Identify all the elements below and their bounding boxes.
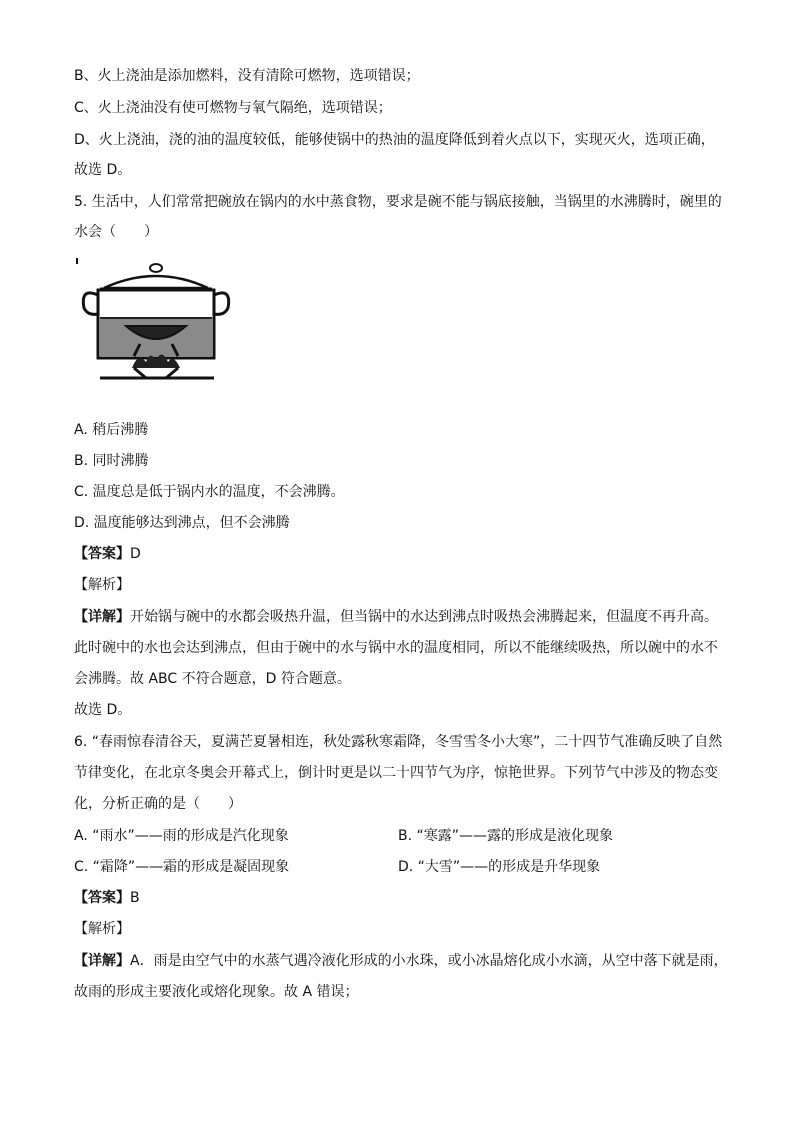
q6-answer [74, 888, 140, 908]
q6-stem-line-3: 化，分析正确的是（ ） [74, 796, 242, 812]
q5-detail-line-3: 会沸腾。故 ABC 不符合题意，D 符合题意。 [74, 671, 351, 687]
prev-option-c-explanation: C、火上浇油没有使可燃物与氧气隔绝，选项错误； [74, 100, 392, 116]
q5-stem-line-2: 水会（ ） [74, 224, 158, 240]
q5-detail-line-2: 此时碗中的水也会达到沸点，但由于碗中的水与锅中水的温度相同，所以不能继续吸热，所以碗中的水不 [74, 640, 718, 656]
q6-analysis-label: 【解析】 [74, 921, 130, 937]
q6-detail-line-1 [74, 951, 728, 971]
q6-detail-text-1: A．雨是由空气中的水蒸气遇冷液化形成的小水珠，或小冰晶熔化成小水滴，从空中落下就是雨， [130, 953, 728, 969]
q5-stem-line-1: 5. 生活中，人们常常把碗放在锅内的水中蒸食物，要求是碗不能与锅底接触，当锅里的水沸腾时，碗里的 [74, 194, 722, 210]
prev-option-b-explanation: B、火上浇油是添加燃料，没有清除可燃物，选项错误； [74, 68, 420, 84]
q5-detail-label: 【详解】 [74, 609, 130, 625]
q6-answer-label: 【答案】 [74, 890, 130, 906]
q6-stem-line-2: 节律变化，在北京冬奥会开幕式上，倒计时更是以二十四节气为序，惊艳世界。下列节气中涉及的物态变 [74, 765, 718, 781]
q6-detail-label: 【详解】 [74, 953, 130, 969]
q5-option-c: C. 温度总是低于锅内水的温度，不会沸腾。 [74, 484, 345, 500]
q5-answer-value: D [130, 546, 141, 562]
q6-answer-value: B [130, 890, 140, 906]
q6-option-a: A. “雨水”——雨的形成是汽化现象 [74, 828, 289, 844]
q5-detail-text-1: 开始锅与碗中的水都会吸热升温，但当锅中的水达到沸点时吸热会沸腾起来，但温度不再升高。 [130, 609, 718, 625]
q5-answer [74, 544, 141, 564]
prev-option-d-explanation: D、火上浇油，浇的油的温度较低，能够使锅中的热油的温度降低到着火点以下，实现灭火，选项正确， [74, 132, 715, 148]
prev-conclusion: 故选 D。 [74, 162, 132, 178]
q6-option-b: B. “寒露”——露的形成是液化现象 [398, 828, 614, 844]
steamer-pot-figure [74, 256, 234, 396]
q6-option-c: C. “霜降”——霜的形成是凝固现象 [74, 859, 290, 875]
q6-stem-line-1: 6. “春雨惊春清谷天，夏满芒夏暑相连，秋处露秋寒霜降，冬雪雪冬小大寒”，二十四节气准确反映了自然 [74, 734, 723, 750]
q5-conclusion: 故选 D。 [74, 702, 132, 718]
q6-detail-line-2: 故雨的形成主要液化或熔化现象。故 A 错误； [74, 984, 359, 1000]
q5-answer-label: 【答案】 [74, 546, 130, 562]
q5-option-b: B. 同时沸腾 [74, 453, 149, 469]
q5-analysis-label: 【解析】 [74, 577, 130, 593]
q5-option-a: A. 稍后沸腾 [74, 422, 149, 438]
q6-option-d: D. “大雪”——的形成是升华现象 [398, 859, 601, 875]
q5-option-d: D. 温度能够达到沸点，但不会沸腾 [74, 515, 290, 531]
q5-detail-line-1 [74, 607, 718, 627]
